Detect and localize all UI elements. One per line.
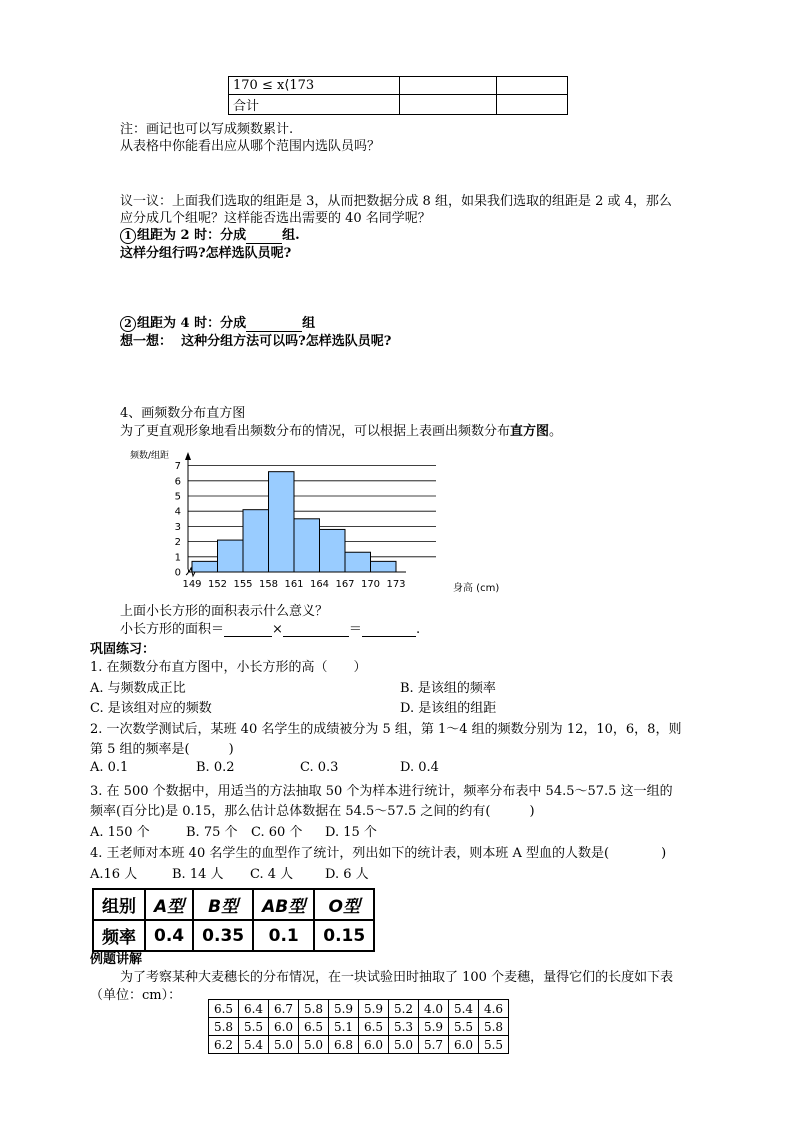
tally-cell bbox=[400, 95, 497, 115]
x-axis-label: 身高 (cm) bbox=[453, 583, 500, 594]
circled-number: 2 bbox=[120, 316, 136, 332]
blood-type-table bbox=[92, 888, 375, 952]
y-tick-label: 0 bbox=[174, 567, 181, 579]
table-cell: 4.0 bbox=[419, 1000, 449, 1018]
option-d[interactable]: D. 是该组的组距 bbox=[400, 701, 497, 716]
option-b[interactable]: B. 14 人 bbox=[172, 867, 224, 882]
option-d[interactable]: D. 6 人 bbox=[325, 867, 369, 882]
interval-cell: 170 ≤ x⟨173 bbox=[229, 77, 400, 95]
table-cell: 5.1 bbox=[329, 1018, 359, 1036]
table-cell: 5.5 bbox=[239, 1018, 269, 1036]
table-cell: 6.5 bbox=[209, 1000, 239, 1018]
header-cell: O型 bbox=[314, 889, 374, 920]
table-cell: 5.9 bbox=[419, 1018, 449, 1036]
header-cell: B型 bbox=[193, 889, 253, 920]
option-b[interactable]: B. 是该组的频率 bbox=[400, 681, 496, 696]
total-label-cell: 合计 bbox=[229, 95, 400, 115]
histogram-bar bbox=[192, 561, 218, 572]
tally-cell bbox=[400, 77, 497, 95]
example-heading: 例题讲解 bbox=[90, 952, 143, 967]
table-cell: 6.2 bbox=[209, 1036, 239, 1054]
y-tick-label: 5 bbox=[174, 491, 181, 503]
histogram-bar bbox=[243, 510, 269, 572]
y-axis-arrow bbox=[185, 452, 191, 460]
example-line-1: 为了考察某种大麦穗长的分布情况，在一块试验田时抽取了 100 个麦穗，量得它们的长度如下表 bbox=[120, 970, 674, 985]
discuss-line-2: 应分成几个组呢？这样能否选出需要的 40 名同学呢？ bbox=[120, 211, 431, 226]
table-row bbox=[209, 1036, 509, 1054]
option-d[interactable]: D. 15 个 bbox=[325, 825, 377, 840]
exercise-3-line-1: 3. 在 500 个数据中，用适当的方法抽取 50 个为样本进行统计，频率分布表中 54.5～57.5 这一组的 bbox=[90, 784, 673, 799]
histogram-bar bbox=[218, 540, 244, 572]
table-cell: 5.2 bbox=[389, 1000, 419, 1018]
value-cell: 0.35 bbox=[193, 920, 253, 951]
count-cell bbox=[497, 77, 568, 95]
x-tick-label: 167 bbox=[335, 579, 355, 590]
x-tick-label: 152 bbox=[207, 579, 228, 590]
table-cell: 5.8 bbox=[209, 1018, 239, 1036]
histogram-bar bbox=[320, 529, 346, 572]
table-cell: 5.9 bbox=[329, 1000, 359, 1018]
exercise-2-line-2: 第 5 组的频率是( ) bbox=[90, 742, 234, 757]
x-tick-label: 158 bbox=[258, 579, 279, 590]
frequency-histogram bbox=[120, 440, 510, 595]
table-cell: 6.4 bbox=[239, 1000, 269, 1018]
option-c[interactable]: C. 0.3 bbox=[300, 760, 339, 775]
table-cell: 5.0 bbox=[299, 1036, 329, 1054]
x-tick-label: 173 bbox=[386, 579, 406, 590]
exercises-heading: 巩固练习： bbox=[90, 642, 156, 657]
header-cell: 组别 bbox=[93, 889, 145, 920]
wheat-length-table bbox=[208, 999, 509, 1054]
x-tick-label: 161 bbox=[284, 579, 304, 590]
y-tick-label: 4 bbox=[174, 506, 181, 518]
exercise-1: 1. 在频数分布直方图中，小长方形的高（ ） bbox=[90, 660, 367, 675]
option-a[interactable]: A. 0.1 bbox=[90, 760, 129, 775]
section-title: 4、画频数分布直方图 bbox=[120, 406, 246, 421]
exercise-3-line-2: 频率(百分比)是 0.15，那么估计总体数据在 54.5～57.5 之间的约有( ) bbox=[90, 804, 535, 819]
table-cell: 5.4 bbox=[449, 1000, 479, 1018]
option-b[interactable]: B. 75 个 bbox=[186, 825, 238, 840]
x-tick-label: 164 bbox=[309, 579, 330, 590]
y-tick-label: 3 bbox=[174, 521, 181, 533]
option-a[interactable]: A. 150 个 bbox=[90, 825, 150, 840]
table-cell: 5.9 bbox=[359, 1000, 389, 1018]
question-text: 从表格中你能看出应从哪个范围内选队员吗？ bbox=[120, 139, 381, 154]
table-cell: 5.0 bbox=[269, 1036, 299, 1054]
table-cell: 6.8 bbox=[329, 1036, 359, 1054]
frequency-table-tail bbox=[228, 76, 568, 115]
header-cell: AB型 bbox=[253, 889, 314, 920]
table-cell: 5.5 bbox=[449, 1018, 479, 1036]
value-cell: 0.4 bbox=[145, 920, 193, 951]
table-row bbox=[209, 1000, 509, 1018]
table-row bbox=[229, 77, 568, 95]
table-row bbox=[93, 920, 374, 951]
table-cell: 5.8 bbox=[479, 1018, 509, 1036]
table-cell: 6.0 bbox=[359, 1036, 389, 1054]
value-cell: 0.1 bbox=[253, 920, 314, 951]
y-tick-label: 2 bbox=[174, 537, 181, 549]
table-row bbox=[93, 889, 374, 920]
table-cell: 5.7 bbox=[419, 1036, 449, 1054]
row-label-cell: 频率 bbox=[93, 920, 145, 951]
table-cell: 5.0 bbox=[389, 1036, 419, 1054]
option-c[interactable]: C. 是该组对应的频数 bbox=[90, 701, 212, 716]
table-cell: 5.5 bbox=[479, 1036, 509, 1054]
note-text: 注：画记也可以写成频数累计. bbox=[120, 122, 294, 137]
table-cell: 5.3 bbox=[389, 1018, 419, 1036]
count-cell bbox=[497, 95, 568, 115]
case-1-followup: 这样分组行吗?怎样选队员呢? bbox=[120, 246, 292, 261]
case-1: 1 组距为 2 时：分成 组. bbox=[120, 224, 300, 244]
x-tick-label: 170 bbox=[360, 579, 381, 590]
example-line-2: （单位：cm）： bbox=[90, 988, 182, 1003]
answer-blank[interactable] bbox=[283, 636, 349, 637]
exercise-4-line-1: 4. 王老师对本班 40 名学生的血型作了统计，列出如下的统计表，则本班 A 型血的人数是( ) bbox=[90, 846, 667, 861]
y-axis-label: 频数/组距 bbox=[130, 451, 170, 461]
section-intro: 为了更直观形象地看出频数分布的情况，可以根据上表画出频数分布直方图。 bbox=[120, 424, 563, 439]
option-c[interactable]: C. 60 个 bbox=[251, 825, 303, 840]
x-tick-label: 149 bbox=[182, 579, 202, 590]
histogram-bar bbox=[345, 552, 371, 572]
header-cell: A型 bbox=[145, 889, 193, 920]
table-cell: 6.7 bbox=[269, 1000, 299, 1018]
circled-number: 1 bbox=[120, 228, 136, 244]
table-cell: 6.5 bbox=[359, 1018, 389, 1036]
option-a[interactable]: A.16 人 bbox=[90, 867, 138, 882]
table-cell: 4.6 bbox=[479, 1000, 509, 1018]
table-cell: 5.4 bbox=[239, 1036, 269, 1054]
option-a[interactable]: A. 与频数成正比 bbox=[90, 681, 186, 696]
histogram-bar bbox=[269, 472, 295, 572]
histogram-bar bbox=[294, 519, 320, 572]
option-d[interactable]: D. 0.4 bbox=[400, 760, 439, 775]
x-tick-label: 155 bbox=[233, 579, 253, 590]
histogram-bar bbox=[371, 561, 397, 572]
discuss-line-1: 议一议：上面我们选取的组距是 3，从而把数据分成 8 组，如果我们选取的组距是 2 或 4，那么 bbox=[120, 194, 672, 209]
option-c[interactable]: C. 4 人 bbox=[250, 867, 294, 882]
table-cell: 6.0 bbox=[449, 1036, 479, 1054]
case-2-followup: 想一想： 这种分组方法可以吗?怎样选队员呢? bbox=[120, 334, 392, 349]
answer-blank[interactable] bbox=[362, 636, 416, 637]
table-row bbox=[229, 95, 568, 115]
table-cell: 6.0 bbox=[269, 1018, 299, 1036]
exercise-2-line-1: 2. 一次数学测试后，某班 40 名学生的成绩被分为 5 组，第 1～4 组的频数分别为 12，10，6，8，则 bbox=[90, 722, 682, 737]
case-2: 2 组距为 4 时：分成 组 bbox=[120, 312, 315, 332]
y-tick-label: 7 bbox=[174, 461, 181, 473]
table-cell: 6.5 bbox=[299, 1018, 329, 1036]
table-cell: 5.8 bbox=[299, 1000, 329, 1018]
table-row bbox=[209, 1018, 509, 1036]
y-tick-label: 1 bbox=[174, 552, 181, 564]
value-cell: 0.15 bbox=[314, 920, 374, 951]
y-tick-label: 6 bbox=[174, 476, 181, 488]
area-formula: 小长方形的面积＝ × ＝ . bbox=[120, 622, 421, 637]
option-b[interactable]: B. 0.2 bbox=[196, 760, 235, 775]
area-question: 上面小长方形的面积表示什么意义？ bbox=[120, 604, 329, 619]
answer-blank[interactable] bbox=[224, 636, 272, 637]
